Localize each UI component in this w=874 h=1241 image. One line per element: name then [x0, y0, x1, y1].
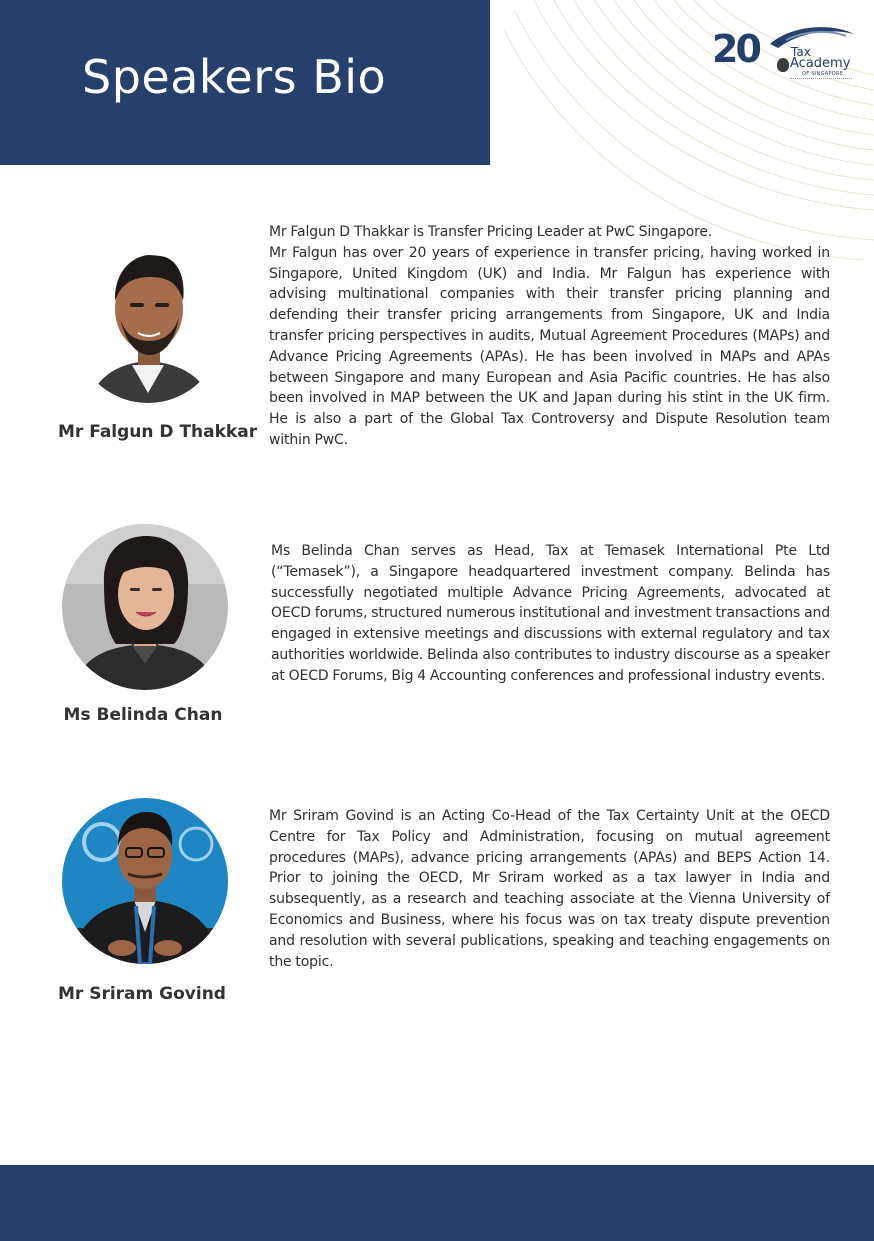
logo-subtitle: OF SINGAPORE	[802, 71, 844, 77]
logo-number: 20	[712, 27, 759, 71]
speaker-name: Mr Sriram Govind	[58, 984, 226, 1004]
speaker-bio: Mr Sriram Govind is an Acting Co-Head of the Tax Certainty Unit at the OECD Centre for Tax Policy and Administration, focusing on mutual agreement procedures (MAPs), advance pricing arrangements (APAs) and BEPS Action 14. Prior to joining the OECD, Mr Sriram worked as a tax lawyer in India and subsequently, as a research and teaching associate at the Vienna University of Economics and Business, where his focus was on tax treaty dispute prevention and resolution with several publications, speaking and teaching engagements on the topic.	[269, 808, 830, 970]
logo-emblem-icon	[777, 58, 789, 72]
page-title: Speakers Bio	[82, 50, 387, 104]
speaker-name: Ms Belinda Chan	[63, 705, 223, 725]
logo-tax: Tax	[791, 45, 811, 59]
speaker-photo	[62, 798, 228, 964]
speaker-bio	[269, 222, 830, 451]
speaker-photo	[82, 243, 218, 405]
footer-band	[0, 1165, 874, 1241]
tax-academy-logo	[712, 22, 854, 86]
speaker-photo	[62, 524, 228, 690]
speaker-bio-intro: Mr Falgun D Thakkar is Transfer Pricing Leader at PwC Singapore.	[269, 224, 713, 240]
speaker-bio-text: Mr Falgun has over 20 years of experience in transfer pricing, having worked in Singapore, United Kingdom (UK) and India. Mr Falgun has experience with advising multinational companies with their transfer pricing planning and defending their transfer pricing arrangements from Singapore, UK and India transfer pricing perspectives in audits, Mutual Agreement Procedures (MAPs) and Advance Pricing Agreements (APAs). He has been involved in MAPs and APAs between Singapore and many European and Asia Pacific countries. He has also been involved in MAP between the UK and Japan during his stint in the UK firm. He is also a part of the Global Tax Controversy and Dispute Resolution team within PwC.	[269, 244, 830, 448]
logo-tagline-rule	[790, 78, 852, 81]
speaker-name: Mr Falgun D Thakkar	[58, 422, 258, 442]
speaker-bio: Ms Belinda Chan serves as Head, Tax at Temasek International Pte Ltd (“Temasek”), a Singapore headquartered investment company. Belinda has successfully negotiated multiple Advance Pricing Agreements, advocated at OECD forums, structured numerous institutional and investment transactions and engaged in extensive meetings and discussions with external regulatory and tax authorities worldwide. Belinda also contributes to industry discourse as a speaker at OECD Forums, Big 4 Accounting conferences and professional industry events.	[271, 543, 830, 684]
logo-academy: Academy	[790, 56, 851, 71]
header-band	[0, 0, 490, 165]
